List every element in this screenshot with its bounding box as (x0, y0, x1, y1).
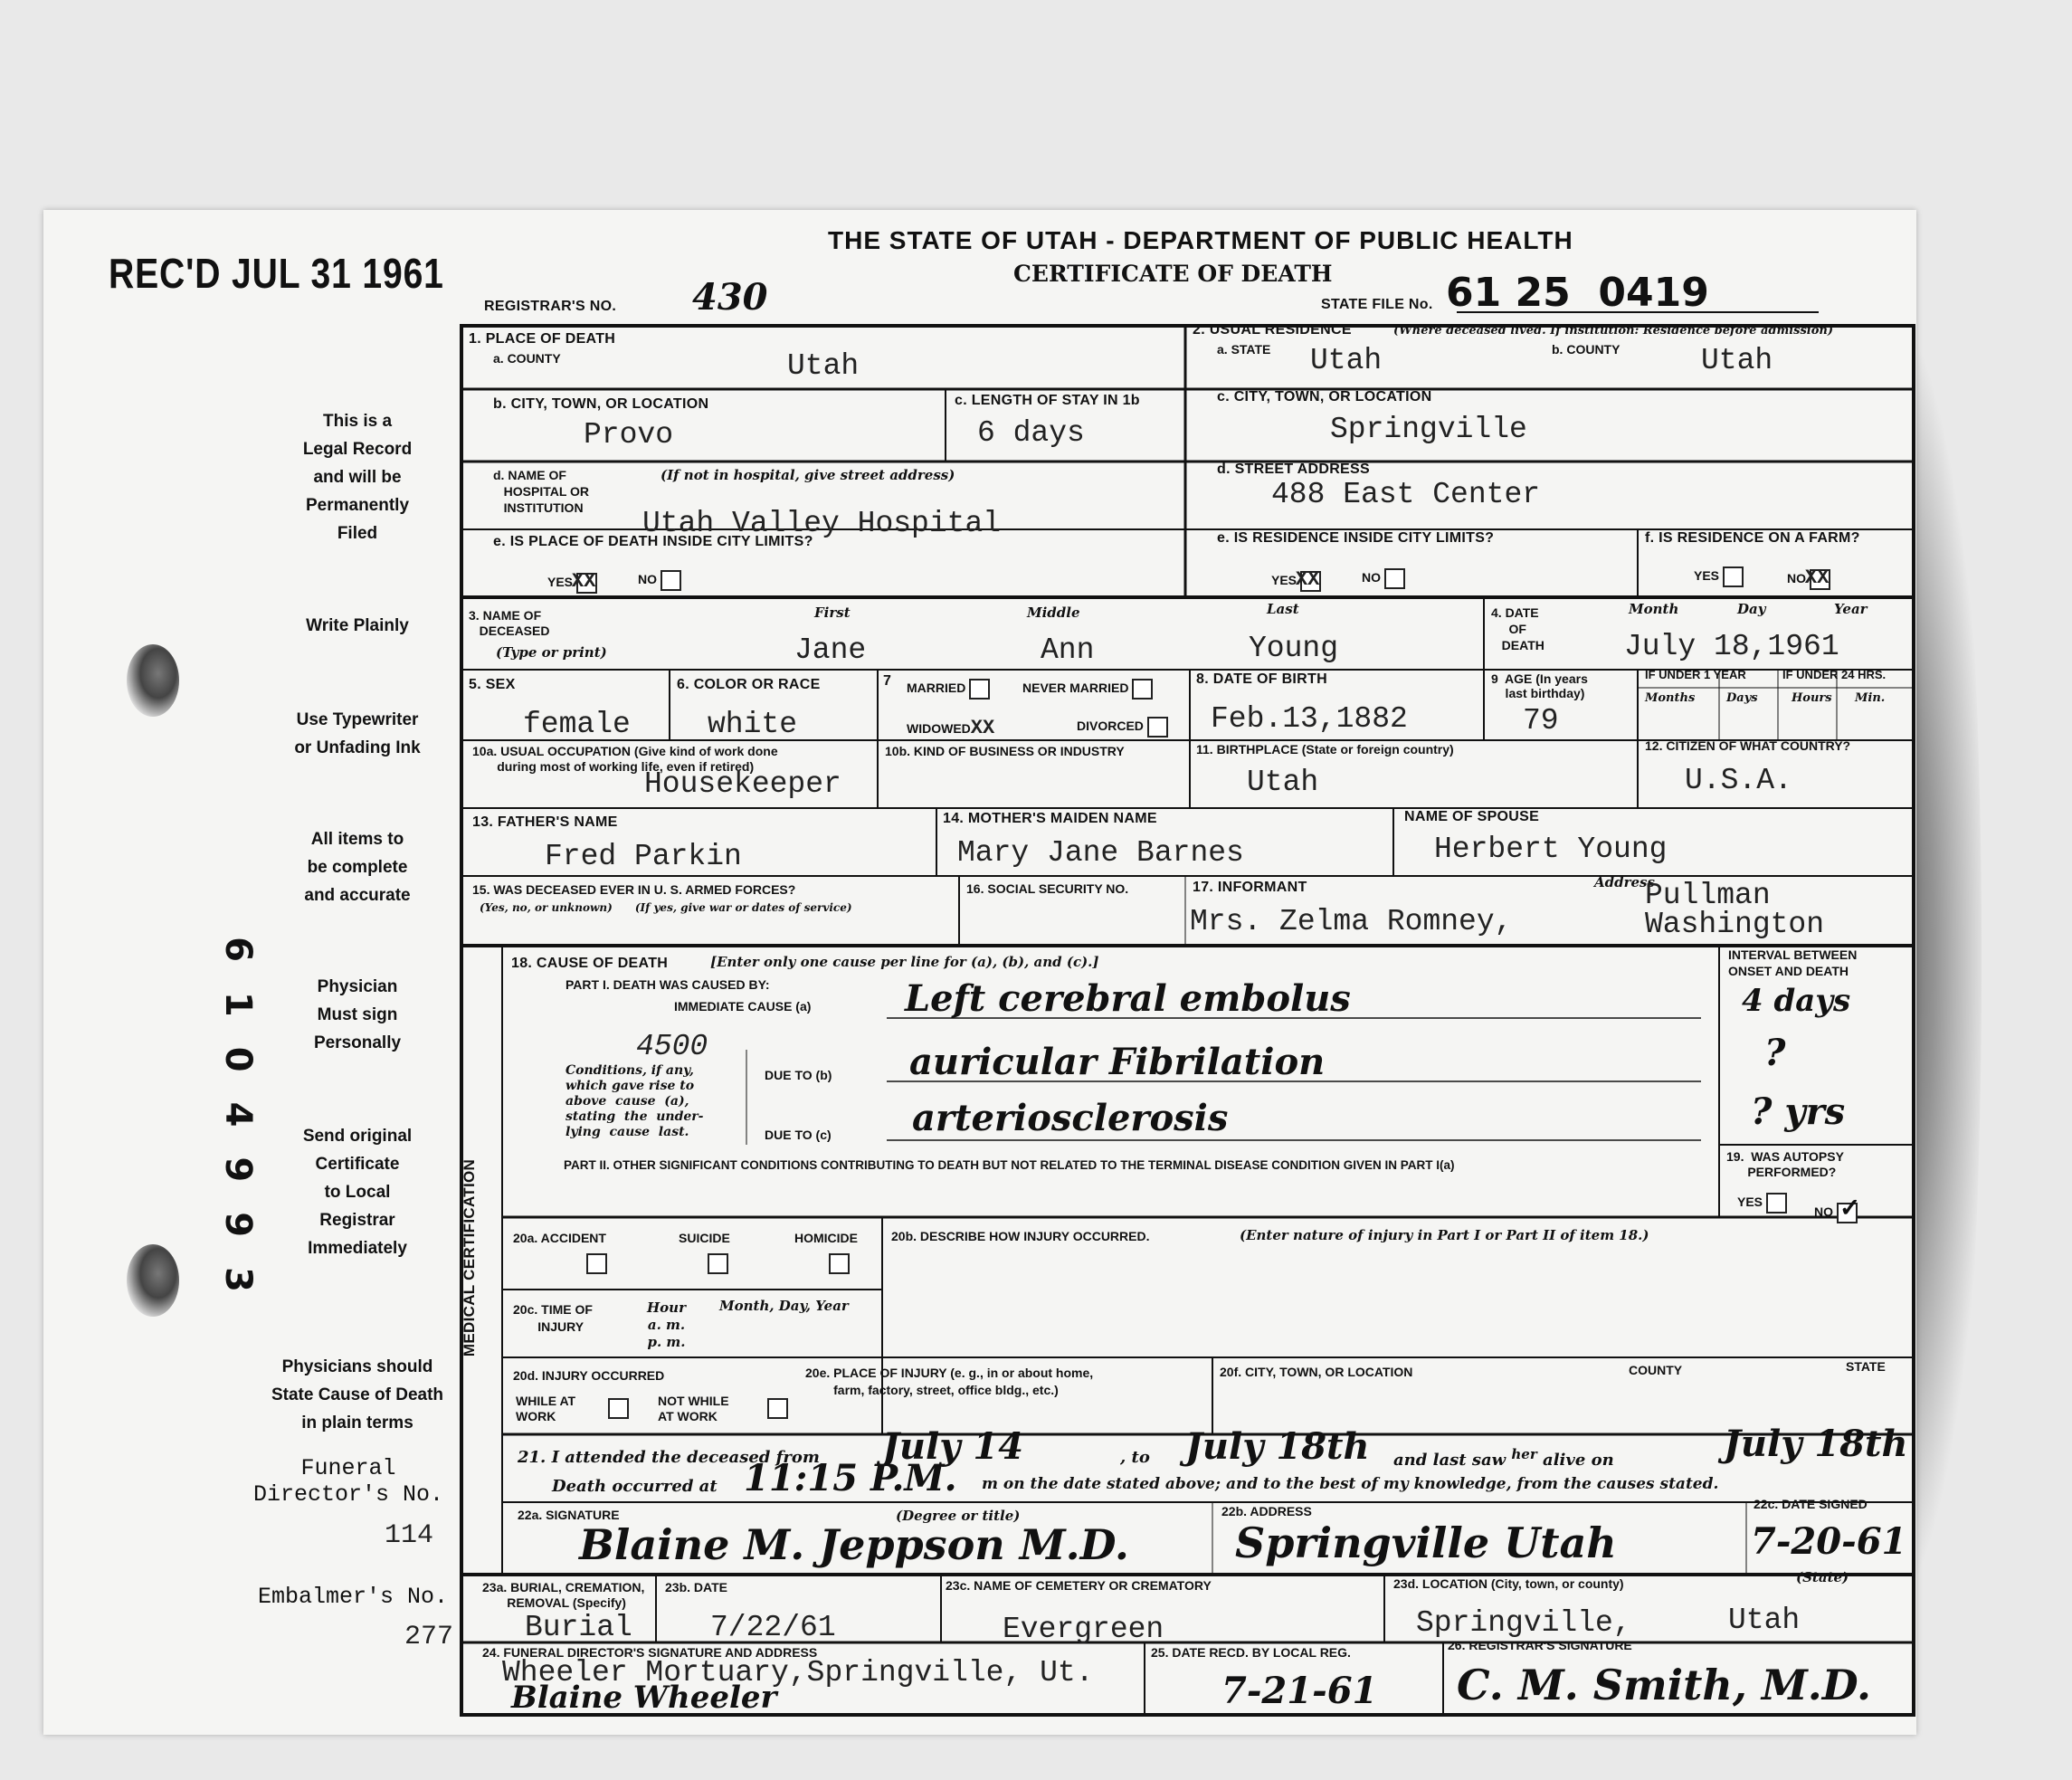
informant-name: Mrs. Zelma Romney, (1190, 905, 1513, 938)
binder-hole-top (127, 644, 179, 717)
death-city: Provo (584, 418, 674, 452)
burial-location-state: Utah (1728, 1604, 1801, 1637)
injury-description-note: (Enter nature of injury in Part I or Part II of item 18.) (1240, 1227, 1649, 1243)
street-address-label: d. STREET ADDRESS (1217, 462, 1370, 477)
last-name: Young (1249, 632, 1339, 665)
date-signed-label: 22c. DATE SIGNED (1754, 1497, 1868, 1511)
color-race-label: 6. COLOR OR RACE (677, 677, 821, 692)
cause-of-death-label: 18. CAUSE OF DEATH (511, 956, 669, 971)
birthplace-label: 11. BIRTHPLACE (State or foreign country) (1196, 742, 1454, 757)
divorced-option[interactable]: DIVORCED (1077, 717, 1168, 738)
department-header: THE STATE OF UTAH - DEPARTMENT OF PUBLIC HEALTH (828, 226, 1573, 254)
write-plainly-note: Write Plainly (306, 616, 409, 635)
spouse-label: NAME OF SPOUSE (1404, 809, 1540, 824)
place-of-death-label: 1. PLACE OF DEATH (469, 331, 616, 347)
occupation-label: 10a. USUAL OCCUPATION (Give kind of work done during most of working life, even if retired) (472, 744, 778, 774)
date-of-birth-label: 8. DATE OF BIRTH (1196, 671, 1327, 687)
alive-date: July 18th (1724, 1423, 1908, 1465)
registrar-signature-label: 26. REGISTRAR'S SIGNATURE (1448, 1638, 1632, 1652)
suicide-checkbox[interactable] (708, 1253, 728, 1274)
burial-type: Burial (525, 1611, 632, 1644)
sex: female (523, 708, 631, 741)
hospital-name: Utah Valley Hospital (642, 507, 1002, 540)
all-items-note: All items to be complete and accurate (304, 830, 411, 905)
medical-certification-side-label: MEDICAL CERTIFICATION (461, 1158, 479, 1357)
marital-label: 7 (883, 673, 892, 689)
not-while-at-work-checkbox[interactable] (767, 1398, 788, 1419)
occupation: Housekeeper (644, 767, 841, 801)
inside-limits-label: e. IS PLACE OF DEATH INSIDE CITY LIMITS? (493, 534, 813, 549)
residence-state: Utah (1310, 344, 1383, 377)
homicide-checkbox[interactable] (829, 1253, 850, 1274)
interval-c: ? yrs (1751, 1090, 1846, 1133)
days-label: Days (1726, 691, 1758, 705)
burial-date-label: 23b. DATE (665, 1580, 727, 1594)
middle-label: Middle (1027, 604, 1080, 621)
due-to-c-cause: arteriosclerosis (912, 1097, 1229, 1139)
cause-note: [Enter only one cause per line for (a), (b), and (c).] (710, 954, 1099, 970)
citizen-label: 12. CITIZEN OF WHAT COUNTRY? (1645, 738, 1851, 753)
interval-b: ? (1764, 1032, 1786, 1074)
registrar-signature: C. M. Smith, M.D. (1457, 1661, 1872, 1709)
informant-address-label: Address (1594, 874, 1655, 890)
date-signed: 7-20-61 (1751, 1520, 1907, 1563)
length-of-stay: 6 days (977, 416, 1085, 450)
address-label: 22b. ADDRESS (1221, 1504, 1312, 1518)
spouse-name: Herbert Young (1434, 833, 1668, 866)
part1-label: PART I. DEATH WAS CAUSED BY: (566, 977, 770, 992)
month-label: Month (1629, 601, 1679, 617)
burial-state-label: (State) (1796, 1569, 1849, 1585)
residence-city: Springville (1330, 413, 1527, 446)
year-label: Year (1834, 601, 1868, 617)
under-24-hrs-label: IF UNDER 24 HRS. (1782, 668, 1887, 681)
due-to-c-label: DUE TO (c) (765, 1128, 832, 1142)
registrar-no-value: 430 (692, 276, 768, 319)
ssn-label: 16. SOCIAL SECURITY NO. (966, 881, 1129, 896)
cemetery-label: 23c. NAME OF CEMETERY OR CREMATORY (946, 1578, 1212, 1593)
mother-label: 14. MOTHER'S MAIDEN NAME (943, 811, 1157, 826)
death-occurred-time: 11:15 P.M. (744, 1457, 957, 1499)
hour-label: Hour a. m. p. m. (647, 1299, 686, 1350)
married-option[interactable]: MARRIED (907, 679, 990, 700)
autopsy-yes[interactable]: YES (1737, 1193, 1787, 1214)
burial-location: Springville, (1416, 1606, 1631, 1640)
physician-note: Physician Must sign Personally (313, 977, 402, 1052)
first-label: First (814, 604, 851, 621)
last-saw-label: and last saw $^{her}$ alive on (1393, 1446, 1614, 1470)
farm-yes[interactable]: YES (1694, 566, 1744, 587)
county-of-injury-label: COUNTY (1629, 1363, 1683, 1377)
death-inside-limits-yes[interactable]: YES XX (547, 570, 596, 593)
state-file-number: 61 25 0419 (1446, 270, 1709, 316)
injury-occurred-label: 20d. INJURY OCCURRED (513, 1368, 665, 1383)
age-label: 9 AGE (In years last birthday) (1491, 671, 1588, 700)
degree-label: (Degree or title) (896, 1508, 1021, 1524)
funeral-director-no-label: Funeral Director's No. (252, 1455, 444, 1508)
age: 79 (1523, 704, 1559, 738)
residence-county-label: b. COUNTY (1552, 342, 1621, 357)
hospital-note: (If not in hospital, give street address) (661, 467, 955, 483)
middle-name: Ann (1041, 633, 1095, 667)
burial-date: 7/22/61 (710, 1611, 836, 1644)
armed-forces-label: 15. WAS DECEASED EVER IN U. S. ARMED FORCES? (472, 882, 796, 897)
first-name: Jane (794, 633, 867, 667)
death-occurred-label: Death occurred at (552, 1477, 718, 1496)
serial-number: 6104993 (216, 937, 259, 1322)
informant-label: 17. INFORMANT (1193, 880, 1307, 895)
time-of-injury-label: 20c. TIME OF INJURY (513, 1302, 593, 1334)
signature-label: 22a. SIGNATURE (518, 1508, 620, 1522)
residence-county: Utah (1701, 344, 1773, 377)
conditions-note: Conditions, if any, which gave rise to above cause (a), stating the under- lying cause last. (566, 1063, 704, 1139)
immediate-cause: Left cerebral embolus (905, 977, 1351, 1020)
interval-a: 4 days (1742, 983, 1851, 1019)
month-day-year-label: Month, Day, Year (719, 1298, 849, 1314)
city-of-injury-label: 20f. CITY, TOWN, OR LOCATION (1220, 1365, 1413, 1379)
send-original-note: Send original Certificate to Local Registrar Immediately (302, 1127, 413, 1258)
due-to-b-cause: auricular Fibrilation (909, 1041, 1326, 1083)
date-recd-label: 25. DATE RECD. BY LOCAL REG. (1151, 1645, 1351, 1660)
min-label: Min. (1855, 691, 1886, 705)
funeral-director: Wheeler Mortuary,Springville, Ut. (502, 1656, 1094, 1690)
armed-forces-note: (Yes, no, or unknown) (If yes, give war or dates of service) (480, 901, 852, 914)
birthplace: Utah (1247, 766, 1319, 799)
hours-label: Hours (1792, 691, 1832, 705)
due-to-b-label: DUE TO (b) (765, 1068, 832, 1082)
accident-checkbox[interactable] (586, 1253, 607, 1274)
attended-from: July 14 (882, 1425, 1024, 1468)
place-of-injury-label: 20e. PLACE OF INJURY (e. g., in or about home, farm, factory, street, office bldg., etc.) (805, 1366, 1094, 1397)
certificate-title: CERTIFICATE OF DEATH (1013, 261, 1333, 287)
father-label: 13. FATHER'S NAME (472, 814, 618, 830)
cemetery: Evergreen (1003, 1613, 1164, 1646)
length-of-stay-label: c. LENGTH OF STAY IN 1b (955, 393, 1140, 408)
injury-description-label: 20b. DESCRIBE HOW INJURY OCCURRED. (891, 1229, 1150, 1243)
under-1-year-label: IF UNDER 1 YEAR (1645, 668, 1746, 681)
physicians-should-note: Physicians should State Cause of Death in plain terms (271, 1357, 444, 1433)
last-label: Last (1267, 601, 1299, 617)
informant-address: Pullman Washington (1645, 879, 1825, 941)
farm-no[interactable]: NO XX (1787, 566, 1830, 589)
accident-label: 20a. ACCIDENT (513, 1231, 606, 1245)
cause-code: 4500 (636, 1030, 708, 1063)
funeral-director-signature: Blaine Wheeler (511, 1680, 777, 1716)
state-file-label: STATE FILE No. (1321, 297, 1433, 312)
farm-label: f. IS RESIDENCE ON A FARM? (1645, 530, 1860, 546)
street-address: 488 East Center (1271, 478, 1541, 511)
funeral-director-label: 24. FUNERAL DIRECTOR'S SIGNATURE AND ADDRESS (482, 1645, 818, 1660)
hospital-label: d. NAME OF HOSPITAL OR INSTITUTION (493, 468, 590, 515)
while-at-work-label: WHILE AT WORK (516, 1394, 576, 1423)
type-note: (Type or print) (496, 644, 607, 661)
homicide-label: HOMICIDE (794, 1231, 858, 1245)
burial-label: 23a. BURIAL, CREMATION, REMOVAL (Specify) (482, 1580, 645, 1610)
burial-location-label: 23d. LOCATION (City, town, or county) (1393, 1576, 1624, 1591)
legal-record-note: This is a Legal Record and will be Permanently Filed (302, 412, 413, 543)
residence-note: (Where deceased lived. If institution: Residence before admission) (1393, 324, 1834, 338)
physician-signature: Blaine M. Jeppson M.D. (579, 1520, 1129, 1569)
embalmer-no-label: Embalmer's No. (258, 1584, 449, 1610)
color-race: white (708, 708, 798, 741)
autopsy-no[interactable]: NO ✓ (1814, 1194, 1861, 1222)
residence-inside-limits-label: e. IS RESIDENCE INSIDE CITY LIMITS? (1217, 530, 1495, 546)
binder-hole-bottom (127, 1244, 179, 1317)
death-occurred-rest: m on the date stated above; and to the best of my knowledge, from the causes stated. (982, 1475, 1719, 1493)
interval-label: INTERVAL BETWEEN ONSET AND DEATH (1728, 947, 1858, 978)
not-while-at-work-label: NOT WHILE AT WORK (658, 1394, 729, 1423)
date-of-death: July 18,1961 (1624, 630, 1839, 663)
physician-address: Springville Utah (1235, 1518, 1617, 1567)
sex-label: 5. SEX (469, 677, 516, 692)
autopsy-label: 19. WAS AUTOPSY PERFORMED? (1726, 1149, 1844, 1179)
never-married-option[interactable]: NEVER MARRIED (1022, 679, 1153, 700)
residence-inside-limits-yes[interactable]: YES XX (1271, 568, 1320, 591)
received-stamp: REC'D JUL 31 1961 (109, 250, 444, 297)
embalmer-no: 277 (404, 1622, 454, 1652)
date-of-death-label: 4. DATE OF DEATH (1491, 605, 1544, 652)
residence-label: 2. USUAL RESIDENCE (1193, 322, 1352, 338)
date-recd: 7-21-61 (1221, 1670, 1378, 1712)
suicide-label: SUICIDE (679, 1231, 730, 1245)
day-label: Day (1737, 601, 1766, 617)
mother-name: Mary Jane Barnes (957, 836, 1244, 870)
death-city-label: b. CITY, TOWN, OR LOCATION (493, 396, 709, 412)
residence-city-label: c. CITY, TOWN, OR LOCATION (1217, 389, 1432, 405)
registrar-no-label: REGISTRAR'S NO. (484, 299, 617, 314)
county-label: a. COUNTY (493, 351, 561, 366)
business-label: 10b. KIND OF BUSINESS OR INDUSTRY (885, 744, 1125, 758)
while-at-work-checkbox[interactable] (608, 1398, 629, 1419)
to-label: , to (1120, 1448, 1150, 1467)
attended-label: 21. I attended the deceased from (518, 1448, 820, 1467)
citizen: U.S.A. (1685, 764, 1792, 797)
date-of-birth: Feb.13,1882 (1211, 702, 1408, 736)
deceased-name-label: 3. NAME OF DECEASED (469, 608, 550, 638)
state-of-injury-label: STATE (1846, 1359, 1886, 1374)
father-name: Fred Parkin (545, 840, 742, 873)
death-inside-limits-no[interactable]: NO (638, 570, 681, 591)
funeral-director-no: 114 (385, 1520, 434, 1551)
typewriter-note: Use Typewriter or Unfading Ink (294, 710, 421, 757)
immediate-cause-label: IMMEDIATE CAUSE (a) (674, 999, 812, 1014)
attended-to: July 18th (1185, 1425, 1370, 1468)
death-county: Utah (787, 349, 860, 383)
part2-label: PART II. OTHER SIGNIFICANT CONDITIONS CONTRIBUTING TO DEATH BUT NOT RELATED TO THE TERMINAL DISEASE CONDITION GIVEN IN PART I(a) (564, 1158, 1455, 1172)
residence-state-label: a. STATE (1217, 342, 1271, 357)
residence-inside-limits-no[interactable]: NO (1362, 568, 1405, 589)
widowed-option[interactable]: WIDOWEDXX (907, 717, 995, 739)
months-label: Months (1645, 691, 1696, 705)
